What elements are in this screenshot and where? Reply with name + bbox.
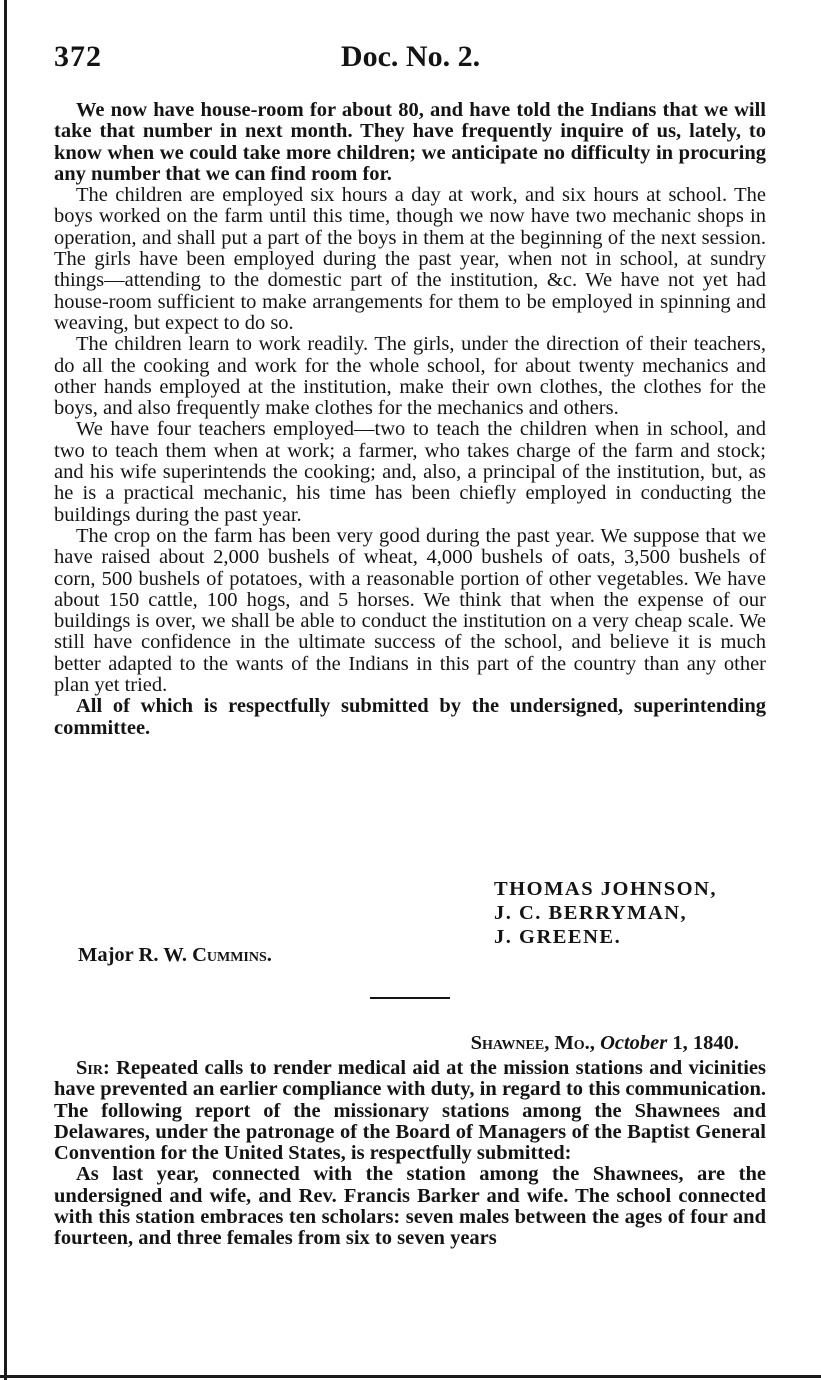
letter-two-body [54,1058,766,1250]
document-title: Doc. No. 2. [340,40,481,73]
salutation: Sir: [76,1057,110,1079]
paragraph-medical-aid [54,1058,766,1164]
paragraph-submitted: All of which is respectfully submitted by the undersigned, superintending committee. [54,695,766,739]
dateline-month: October [600,1032,668,1054]
paragraph-medical-aid-text: Repeated calls to render medical aid at the mission stations and vicinities have prevented an earlier compliance with duty, in regard to this communication. The following report of the missionary stations among the Shawnees and Delawares, under the patronage of the Board of Managers of the Baptist General Convention for the United States, is respectfully submitted: [54,1057,766,1165]
dateline-year: 1, 1840. [672,1032,739,1054]
page-number: 372 [54,40,102,73]
addressee [78,944,272,967]
dateline-place: Shawnee, Mo., [470,1032,595,1054]
paragraph-station: As last year, connected with the station among the Shawnees, are the undersigned and wife, and Rev. Francis Barker and wife. The school connected with this station embraces ten scholars: seven males between the ages of four and fourteen, and three females from six to seven years [54,1163,766,1250]
page-left-edge [4,0,7,1380]
paragraph-work: The children learn to work readily. The girls, under the direction of their teachers, do all the cooking and work for the whole school, for about twenty mechanics and other hands employed at the institution, make their own clothes, the clothes for the boys, and also frequently make clothes for the mechanics and others. [54,333,766,420]
section-divider [370,997,450,999]
signature-johnson: THOMAS JOHNSON, [494,878,717,900]
addressee-prefix: Major R. W. [78,944,187,966]
dateline [471,1032,739,1055]
signature-block [494,877,717,949]
letter-one-body [54,100,766,739]
signature-berryman: J. C. BERRYMAN, [494,902,688,924]
paragraph-employment: The children are employed six hours a day at work, and six hours at school. The boys worked on the farm until this time, though we now have two mechanic shops in operation, and shall put a part of the boys in them at the beginning of the next session. The girls have been employed during the past year, when not in school, at sundry things—attending to the domestic part of the institution, &c. We have not yet had house-room sufficient to make arrangements for them to be employed in spinning and weaving, but expect to do so. [54,184,766,334]
paragraph-house-room: We now have house-room for about 80, and have told the Indians that we will take that number in next month. They have frequently inquire of us, lately, to know when we could take more children; we anticipate no difficulty in procuring any number that we can find room for. [54,99,766,185]
addressee-name: Cummins. [192,944,272,966]
page-header [0,40,821,80]
paragraph-teachers: We have four teachers employed—two to teach the children when in school, and two to teach them when at work; a farmer, who takes charge of the farm and stock; and his wife superintends the cooking; and, also, a principal of the institution, but, as he is a practical mechanic, his time has been chiefly employed in conducting the buildings during the past year. [54,418,766,526]
page-bottom-edge [0,1375,821,1378]
signature-greene: J. GREENE. [494,926,622,948]
paragraph-crop: The crop on the farm has been very good during the past year. We suppose that we have raised about 2,000 bushels of wheat, 4,000 bushels of oats, 3,500 bushels of corn, 500 bushels of potatoes, with a reasonable portion of other vegetables. We have about 150 cattle, 100 hogs, and 5 horses. We think that when the expense of our buildings is over, we shall be able to conduct the institution on a very cheap scale. We still have confidence in the ultimate success of the school, and believe it is much better adapted to the wants of the Indians in this part of the country than any other plan yet tried. [54,524,766,697]
